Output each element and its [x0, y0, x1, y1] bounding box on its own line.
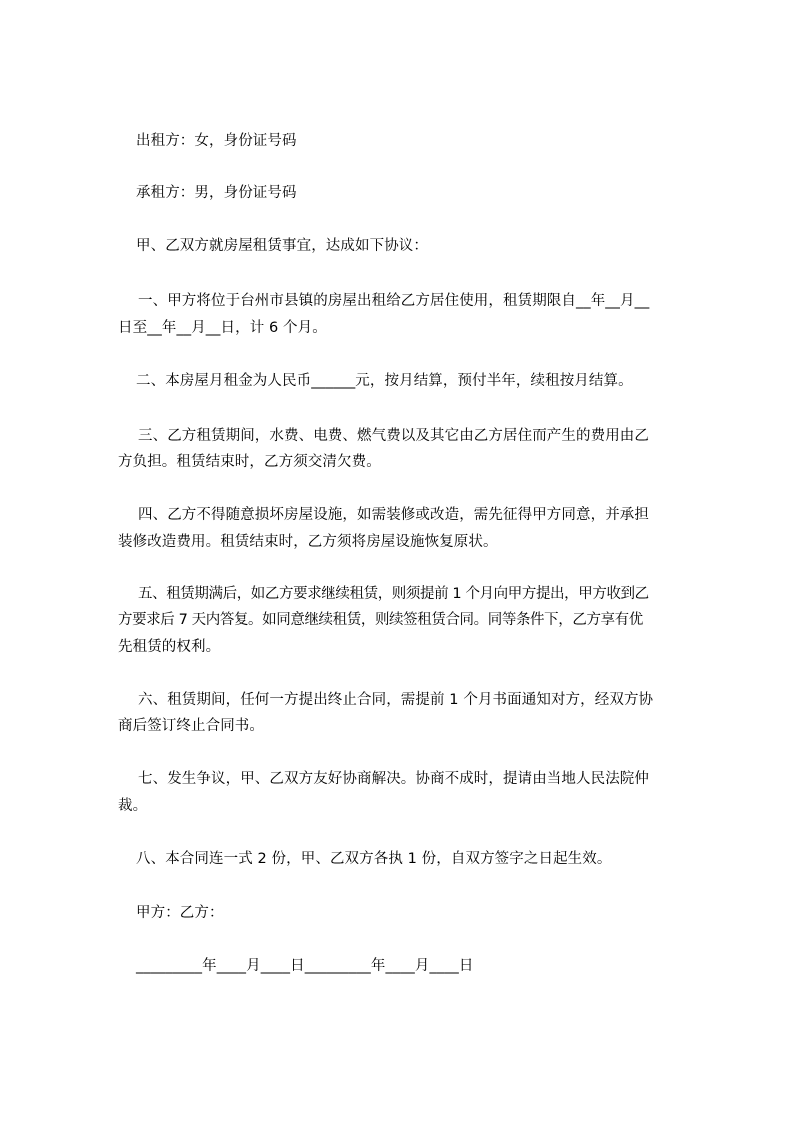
clause-8: 八、本合同连一式 2 份，甲、乙双方各执 1 份，自双方签字之日起生效。: [136, 851, 612, 867]
lessor-line: 出租方：女，身份证号码: [136, 133, 297, 149]
clause-3-line-1: 三、乙方租赁期间，水费、电费、燃气费以及其它由乙方居住而产生的费用由乙: [138, 428, 649, 444]
clause-2: 二、本房屋月租金为人民币______元，按月结算，预付半年，续租按月结算。: [136, 373, 633, 389]
clause-4-line-1: 四、乙方不得随意损坏房屋设施，如需装修或改造，需先征得甲方同意，并承担: [138, 507, 649, 523]
lessee-line: 承租方：男，身份证号码: [136, 185, 297, 201]
clause-7-line-1: 七、发生争议，甲、乙双方友好协商解决。协商不成时，提请由当地人民法院仲: [138, 771, 649, 787]
clause-5-line-3: 先租赁的权利。: [118, 639, 221, 655]
clause-1-line-1: 一、甲方将位于台州市县镇的房屋出租给乙方居住使用，租赁期限自__年__月__: [138, 293, 650, 309]
clause-1-line-2: 日至__年__月__日，计 6 个月。: [118, 320, 327, 336]
clause-5-line-2: 方要求后 7 天内答复。如同意继续租赁，则续签租赁合同。同等条件下，乙方享有优: [118, 612, 643, 628]
clause-3-line-2: 方负担。租赁结束时，乙方须交清欠费。: [118, 454, 381, 470]
signature-parties: 甲方：乙方：: [136, 905, 224, 921]
clause-5-line-1: 五、租赁期满后，如乙方要求继续租赁，则须提前 1 个月向甲方提出，甲方收到乙: [138, 586, 649, 602]
clause-7-line-2: 裁。: [118, 798, 148, 814]
clause-6-line-2: 商后签订终止合同书。: [118, 718, 264, 734]
intro-line: 甲、乙双方就房屋租赁事宜，达成如下协议：: [136, 238, 428, 254]
signature-dates: _________年____月____日_________年____月____日: [136, 958, 474, 974]
clause-4-line-2: 装修改造费用。租赁结束时，乙方须将房屋设施恢复原状。: [118, 534, 498, 550]
clause-6-line-1: 六、租赁期间，任何一方提出终止合同，需提前 1 个月书面通知对方，经双方协: [138, 692, 654, 708]
